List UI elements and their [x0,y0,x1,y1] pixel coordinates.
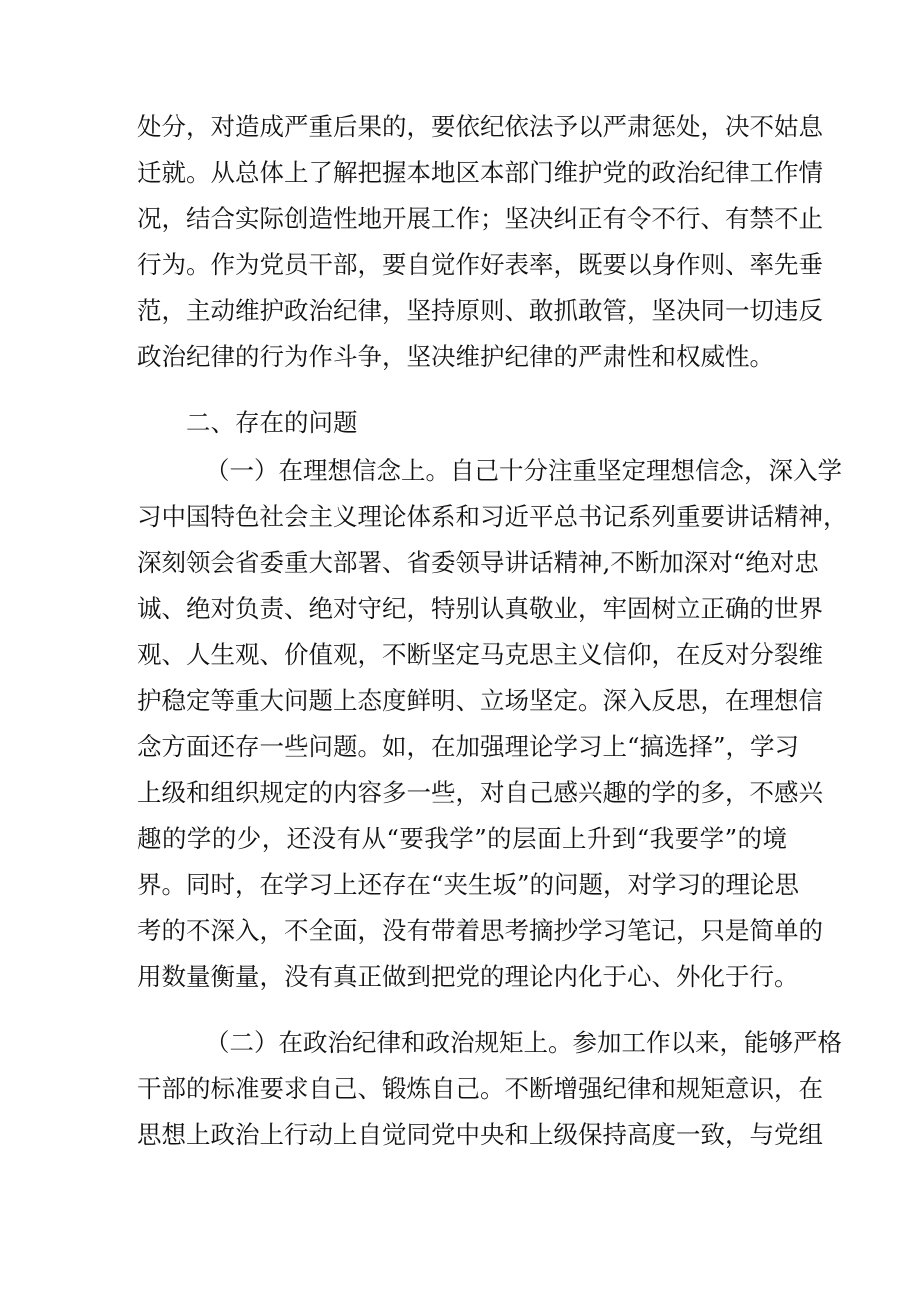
paragraph-2-line: 念方面还存一些问题。如，在加强理论学习上“搞选择”，学习 [137,732,800,761]
paragraph-1-line: 行为。作为党员干部，要自觉作好表率，既要以身作则、率先垂 [137,250,823,279]
paragraph-1-line: 况，结合实际创造性地开展工作；坚决纠正有令不行、有禁不止 [137,204,823,233]
paragraph-2-line: 深刻领会省委重大部署、省委领导讲话精神,不断加深对“绝对忠 [137,548,819,577]
paragraph-3-line: 思想上政治上行动上自觉同党中央和上级保持高度一致，与党组 [137,1120,823,1149]
paragraph-2-line: 用数量衡量，没有真正做到把党的理论内化于心、外化于行。 [137,962,799,991]
paragraph-1-line: 政治纪律的行为作斗争，坚决维护纪律的严肃性和权威性。 [137,342,774,371]
paragraph-2-line: 护稳定等重大问题上态度鲜明、立场坚定。深入反思，在理想信 [137,686,823,715]
paragraph-2-line: （一）在理想信念上。自己十分注重坚定理想信念，深入学 [205,456,842,485]
paragraph-2-line: 观、人生观、价值观，不断坚定马克思主义信仰，在反对分裂维 [137,640,823,669]
paragraph-2-line: 习中国特色社会主义理论体系和习近平总书记系列重要讲话精神， [137,502,848,531]
paragraph-2-line: 界。同时，在学习上还存在“夹生坂”的问题，对学习的理论思 [137,870,800,899]
paragraph-3-line: （二）在政治纪律和政治规矩上。参加工作以来，能够严格 [205,1028,842,1057]
paragraph-2-line: 考的不深入，不全面，没有带着思考摘抄学习笔记，只是简单的 [137,916,823,945]
paragraph-3-line: 干部的标准要求自己、锻炼自己。不断增强纪律和规矩意识，在 [137,1074,823,1103]
paragraph-1-line: 范，主动维护政治纪律，坚持原则、敢抓敢管，坚决同一切违反 [137,296,823,325]
paragraph-2-line: 趣的学的少，还没有从“要我学”的层面上升到“我要学”的境 [137,824,787,853]
paragraph-1-line: 处分，对造成严重后果的，要依纪依法予以严肃惩处，决不姑息 [137,112,823,141]
section-heading: 二、存在的问题 [186,408,358,437]
paragraph-2-line: 上级和组织规定的内容多一些，对自己感兴趣的学的多，不感兴 [137,778,823,807]
paragraph-1-line: 迁就。从总体上了解把握本地区本部门维护党的政治纪律工作情 [137,158,823,187]
document-body [137,104,848,1158]
paragraph-2-line: 诚、绝对负责、绝对守纪，特别认真敬业，牢固树立正确的世界 [137,594,823,623]
